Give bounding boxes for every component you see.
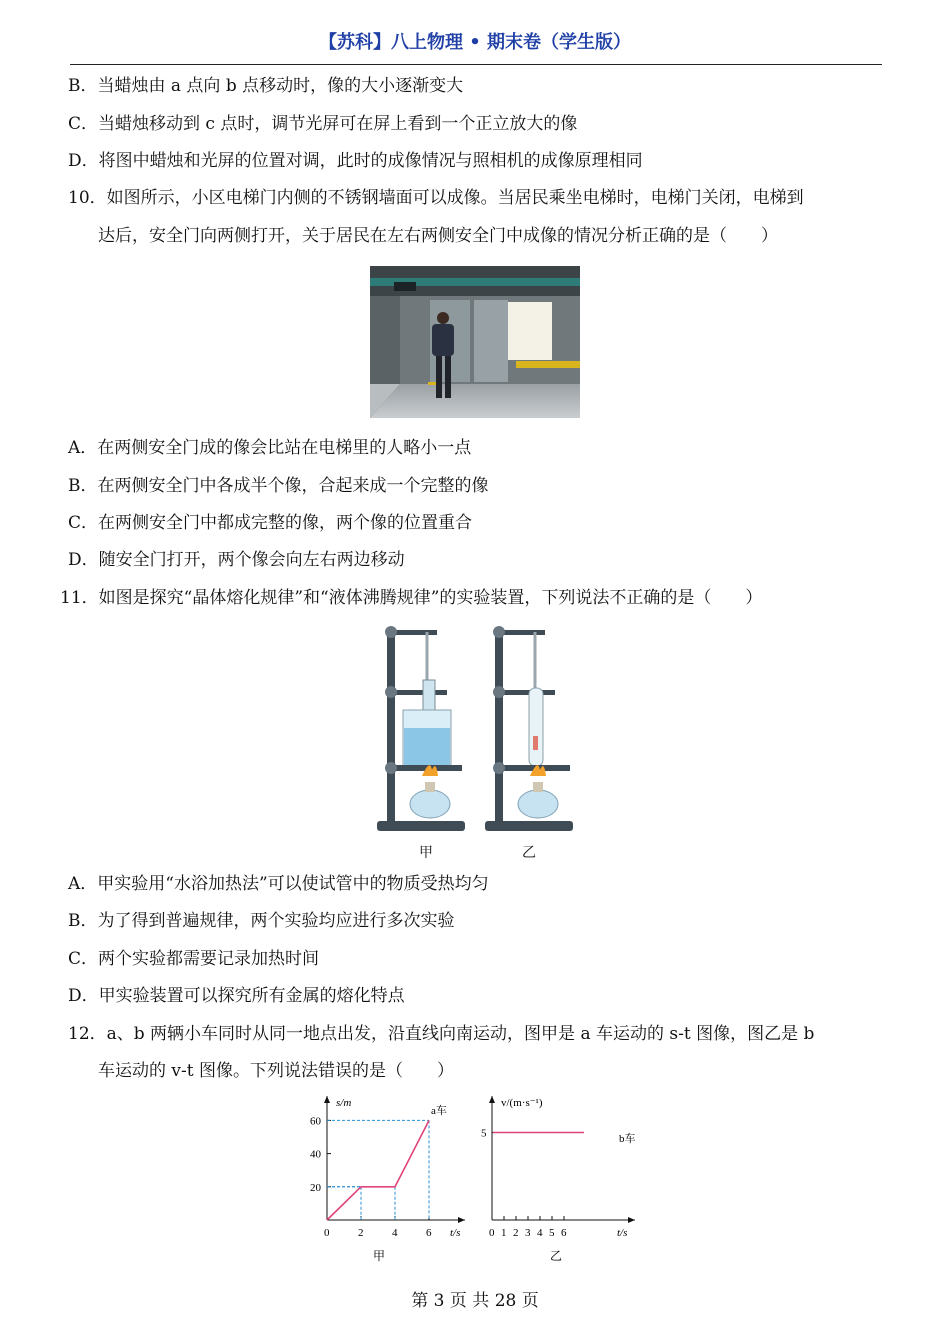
graph-jia-ylabel: s/m	[336, 1097, 352, 1109]
q10-option-b: B．在两侧安全门中各成半个像，合起来成一个完整的像	[68, 476, 489, 496]
graph-jia-xtick-label: 6	[426, 1227, 432, 1239]
graph-yi-xtick-label: 1	[501, 1227, 507, 1239]
graph-yi-caption: 乙	[550, 1249, 563, 1263]
graph-jia-xlabel: t/s	[450, 1227, 461, 1239]
q10-option-d: D．随安全门打开，两个像会向左右两边移动	[68, 550, 405, 570]
graph-jia-ytick-label: 60	[310, 1115, 321, 1128]
header-divider	[70, 64, 882, 65]
q10-stem-line1: 10．如图所示，小区电梯门内侧的不锈钢墙面可以成像。当居民乘坐电梯时，电梯门关闭，电梯到	[68, 188, 804, 208]
graph-jia-series-line	[327, 1120, 429, 1220]
q12-stem-line2: 车运动的 v-t 图像。下列说法错误的是（ ）	[98, 1061, 454, 1081]
graph-yi	[475, 1092, 650, 1267]
graph-jia-xtick-label: 0	[324, 1227, 330, 1239]
q9-option-c: C．当蜡烛移动到 c 点时，调节光屏可在屏上看到一个正立放大的像	[68, 114, 578, 134]
graph-jia-xtick-label: 4	[392, 1227, 398, 1239]
q9-option-d: D．将图中蜡烛和光屏的位置对调，此时的成像情况与照相机的成像原理相同	[68, 151, 643, 171]
heating-apparatus-figure	[370, 618, 585, 838]
page-header-title: 【苏科】八上物理 • 期末卷（学生版）	[318, 32, 632, 53]
graph-jia-ytick-label: 20	[310, 1181, 321, 1194]
apparatus-jia	[377, 626, 465, 831]
graph-jia	[300, 1092, 475, 1267]
page-footer: 第 3 页 共 28 页	[411, 1291, 539, 1311]
apparatus-yi	[485, 626, 573, 831]
elevator-platform-photo	[370, 266, 580, 418]
graph-jia-ytick-label: 40	[310, 1148, 321, 1161]
q10-stem-line2: 达后，安全门向两侧打开，关于居民在左右两侧安全门中成像的情况分析正确的是（ ）	[98, 226, 778, 246]
graph-jia-xtick-label: 2	[358, 1227, 364, 1239]
q11-option-d: D．甲实验装置可以探究所有金属的熔化特点	[68, 986, 405, 1006]
q11-option-c: C．两个实验都需要记录加热时间	[68, 949, 320, 969]
q11-option-b: B．为了得到普遍规律，两个实验均应进行多次实验	[68, 911, 455, 931]
graph-jia-series-label: a车	[431, 1105, 447, 1117]
graph-yi-xtick-label: 2	[513, 1227, 519, 1239]
q11-stem: 11．如图是探究“晶体熔化规律”和“液体沸腾规律”的实验装置，下列说法不正确的是（ ）	[60, 588, 763, 608]
graph-yi-xtick-label: 4	[537, 1227, 543, 1239]
graph-yi-xtick-label: 3	[525, 1227, 531, 1239]
q9-option-b: B．当蜡烛由 a 点向 b 点移动时，像的大小逐渐变大	[68, 76, 464, 96]
figure-label-yi: 乙	[522, 845, 536, 861]
graph-yi-series-label: b车	[619, 1133, 636, 1145]
graph-yi-xtick-label: 5	[549, 1227, 555, 1239]
q12-stem-line1: 12．a、b 两辆小车同时从同一地点出发，沿直线向南运动，图甲是 a 车运动的 s-t 图像，图乙是 b	[68, 1024, 815, 1044]
q10-option-c: C．在两侧安全门中都成完整的像，两个像的位置重合	[68, 513, 473, 533]
graph-jia-caption: 甲	[373, 1249, 386, 1263]
graph-yi-xlabel: t/s	[617, 1227, 628, 1239]
graph-yi-xtick-label: 0	[489, 1227, 495, 1239]
figure-label-jia: 甲	[419, 845, 433, 861]
q11-option-a: A．甲实验用“水浴加热法”可以使试管中的物质受热均匀	[68, 874, 489, 894]
graph-yi-xtick-label: 6	[561, 1227, 567, 1239]
graph-yi-ylabel: v/(m·s⁻¹)	[501, 1097, 543, 1109]
graph-yi-ytick-label: 5	[481, 1127, 487, 1140]
q10-option-a: A．在两侧安全门成的像会比站在电梯里的人略小一点	[68, 438, 472, 458]
